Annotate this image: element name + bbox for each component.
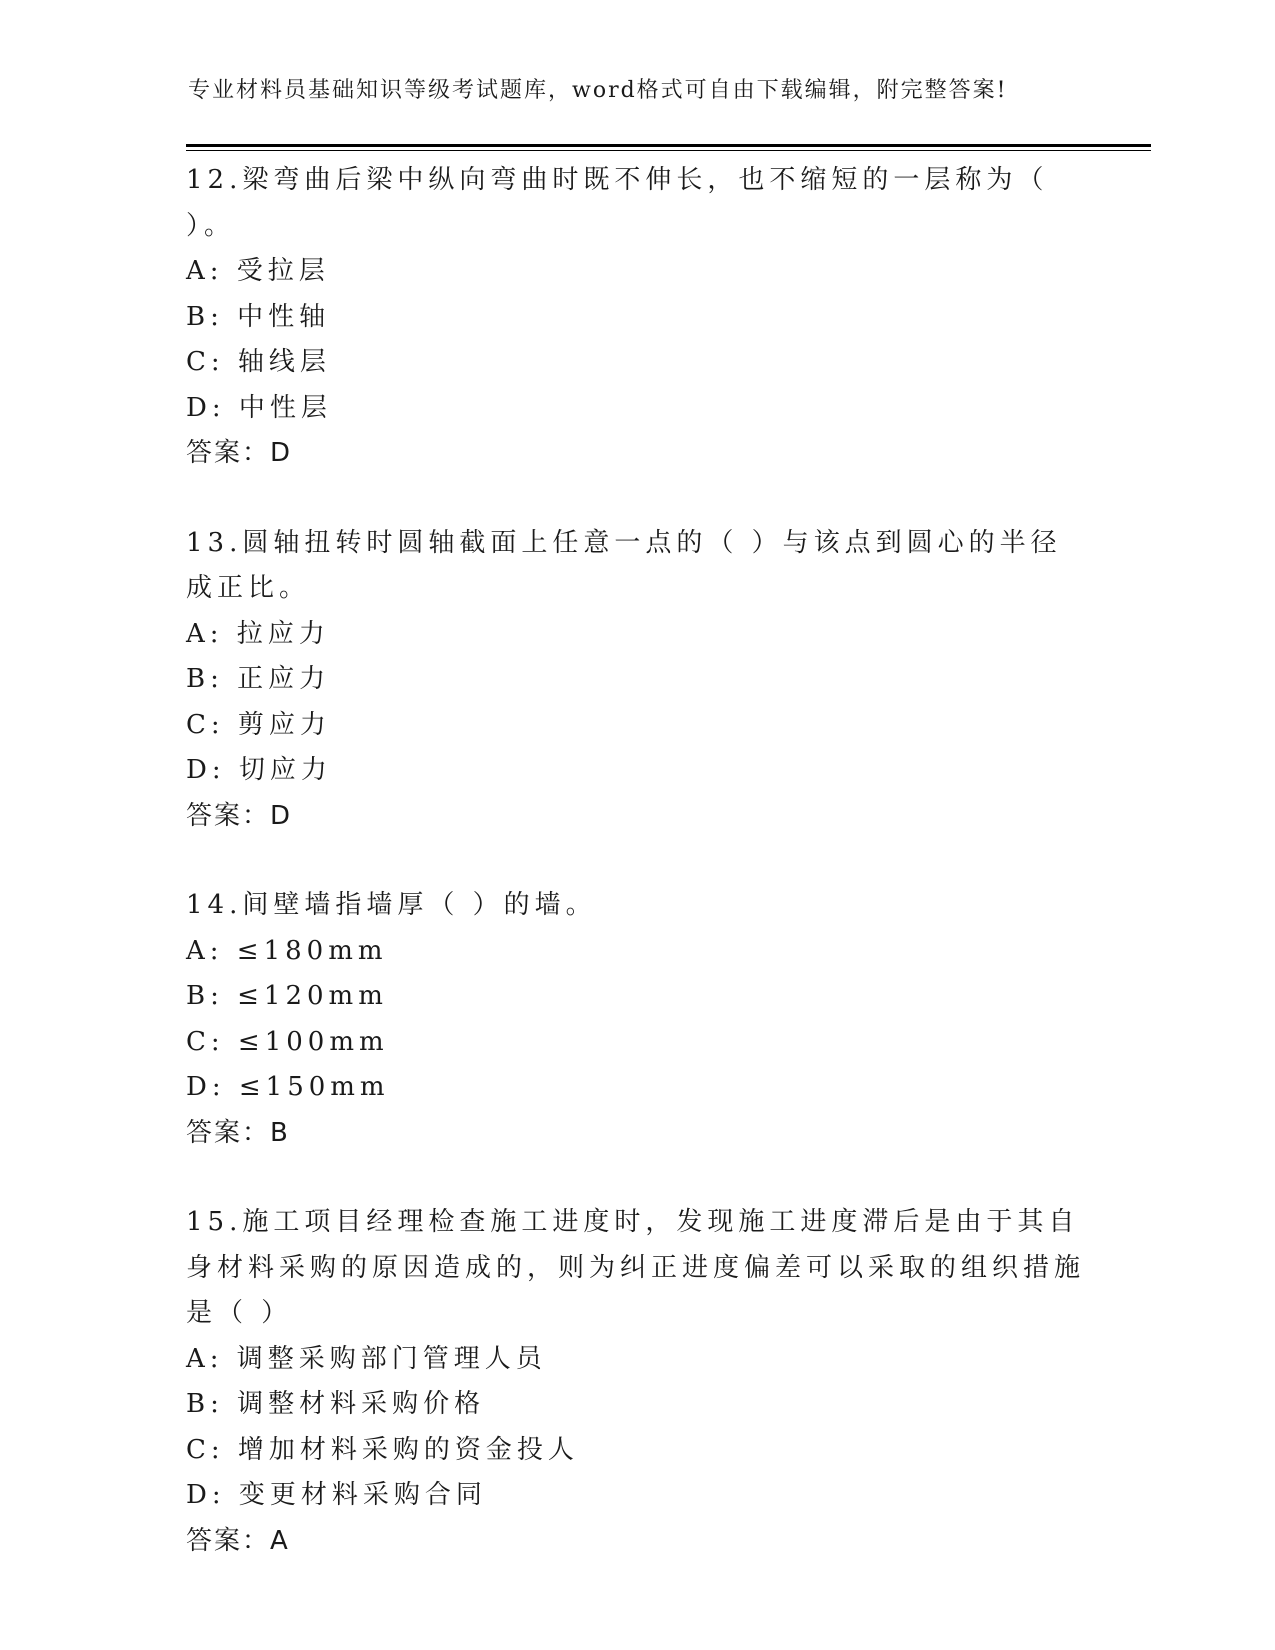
question-stem: 12.梁弯曲后梁中纵向弯曲时既不伸长，也不缩短的一层称为（ ）。 [186, 165, 1049, 241]
option-a: A: 调整采购部门管理人员 [186, 1343, 547, 1374]
header-note: 专业材料员基础知识等级考试题库，word格式可自由下载编辑，附完整答案! [188, 78, 1008, 103]
option-b: B: ≤120mm [186, 981, 388, 1011]
question-stem: 13.圆轴扭转时圆轴截面上任意一点的（ ）与该点到圆心的半径成正比。 [186, 527, 1062, 603]
option-d: D: 中性层 [186, 392, 332, 423]
answer: 答案：A [186, 1525, 290, 1556]
question-15 [186, 1200, 1086, 1564]
question-13 [186, 521, 1086, 840]
question-stem: 15.施工项目经理检查施工进度时，发现施工进度滞后是由于其自身材料采购的原因造成的，则为纠正进度偏差可以采取的组织措施是（ ） [186, 1207, 1086, 1328]
question-list [186, 158, 1086, 1608]
option-b: B: 正应力 [186, 664, 331, 694]
option-d: D: 切应力 [186, 755, 332, 785]
answer: 答案：B [186, 1117, 290, 1148]
option-c: C: ≤100mm [186, 1026, 389, 1057]
question-12 [186, 158, 1086, 477]
answer: 答案：D [186, 800, 293, 831]
option-b: B: 调整材料采购价格 [186, 1389, 486, 1419]
option-d: D: 变更材料采购合同 [186, 1480, 487, 1510]
option-c: C: 剪应力 [186, 709, 331, 740]
option-b: B: 中性轴 [186, 301, 331, 332]
answer: 答案：D [186, 438, 293, 468]
option-d: D: ≤150mm [186, 1072, 390, 1102]
option-c: C: 增加材料采购的资金投人 [186, 1434, 579, 1465]
question-stem: 14.间壁墙指墙厚（ ）的墙。 [186, 890, 597, 920]
option-a: A: 受拉层 [186, 256, 330, 286]
option-a: A: 拉应力 [186, 618, 330, 649]
option-c: C: 轴线层 [186, 347, 331, 377]
question-14 [186, 883, 1086, 1156]
option-a: A: ≤180mm [186, 935, 388, 966]
header-rule-thick [186, 144, 1151, 147]
header-rule-thin [186, 150, 1151, 151]
